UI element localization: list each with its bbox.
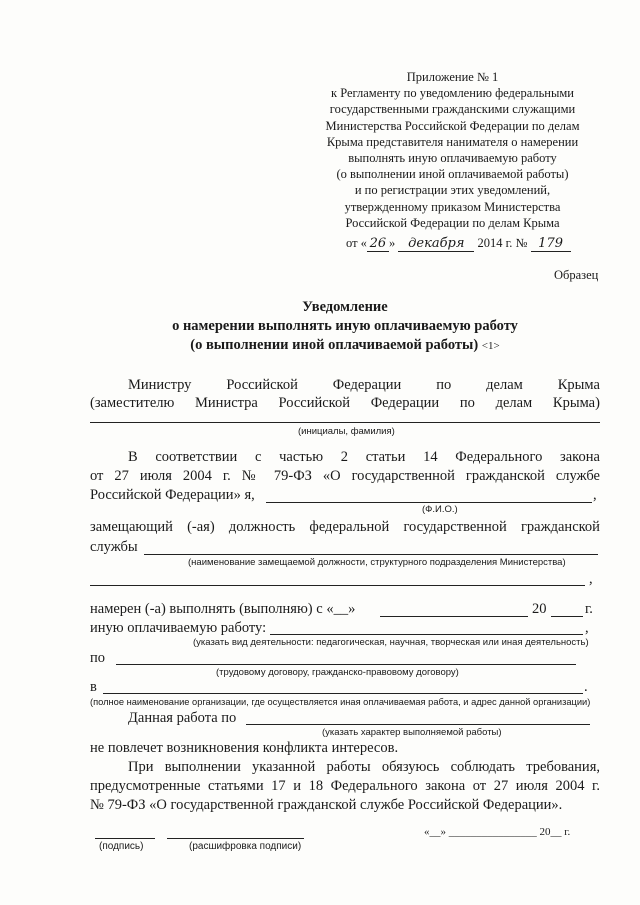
caption-work: (указать характер выполняемой работы)	[322, 727, 502, 738]
work-character-fill-line[interactable]	[246, 724, 590, 725]
contract-fill-line[interactable]	[116, 664, 576, 665]
para2-line-2: предусмотренные статьями 17 и 18 Федерального закона от 27 июля 2004 г.	[90, 778, 600, 794]
intent-line-1: намерен (-а) выполнять (выполняю) с «__»	[90, 601, 356, 617]
header-line: Российской Федерации по делам Крыма	[345, 215, 560, 230]
date-day: 26	[367, 236, 389, 252]
word: соответствии	[155, 449, 238, 465]
word: частью	[279, 449, 324, 465]
signature-decode-fill-line[interactable]	[167, 838, 304, 839]
header-block	[310, 69, 595, 231]
doc-subtitle-2	[90, 337, 600, 354]
caption-fio: (Ф.И.О.)	[422, 504, 458, 515]
word: Министру	[128, 377, 192, 393]
para1-line-1	[128, 449, 600, 466]
caption-signature-decode: (расшифровка подписи)	[189, 841, 302, 852]
para2-line-3: № 79-ФЗ «О государственной гражданской службе Российской Федерации».	[90, 797, 563, 813]
caption-contract: (трудовому договору, гражданско-правовому договору)	[216, 667, 459, 678]
addressee-fill-line[interactable]	[90, 422, 600, 423]
word: Крыма	[557, 377, 600, 393]
doc-subtitle-text: (о выполнении иной оплачиваемой работы)	[190, 337, 479, 353]
intent-line-2: иную оплачиваемую работу:	[90, 620, 267, 636]
comma: ,	[593, 487, 597, 503]
word: статьи	[365, 449, 406, 465]
word: закона	[560, 449, 600, 465]
word: Крыма)	[552, 395, 600, 411]
word: по	[436, 377, 452, 393]
sample-label: Образец	[554, 268, 599, 282]
word: гражданской	[520, 519, 600, 535]
date-prefix: от «	[346, 236, 367, 250]
doc-title: Уведомление	[302, 299, 388, 315]
word: 2	[340, 449, 348, 465]
para1-line-5: службы	[90, 539, 138, 555]
position-fill-line[interactable]	[144, 554, 598, 555]
word: Российской	[278, 395, 350, 411]
order-number: 179	[531, 236, 571, 252]
para1-line-3: Российской Федерации» я,	[90, 487, 255, 503]
year-suffix: г.	[585, 601, 593, 617]
signature-fill-line[interactable]	[95, 838, 155, 839]
addressee-line-2	[90, 395, 600, 412]
work-prefix: Данная работа по	[128, 710, 237, 726]
period: .	[584, 679, 588, 695]
work-fill-line[interactable]	[270, 634, 583, 635]
caption-signature: (подпись)	[99, 841, 144, 852]
para1-line-4	[90, 519, 600, 536]
header-line: Приложение № 1	[406, 70, 499, 84]
footnote-mark: <1>	[481, 340, 500, 352]
word: государственной	[403, 519, 507, 535]
caption-activity: (указать вид деятельности: педагогическая, научная, творческая или иная деятельность)	[193, 637, 589, 648]
fio-fill-line[interactable]	[266, 502, 592, 503]
date-year: 2014 г. №	[477, 236, 528, 250]
header-line: выполнять иную оплачиваемую работу	[348, 151, 557, 166]
word: делам	[495, 395, 533, 411]
caption-initials: (инициалы, фамилия)	[298, 426, 395, 437]
org-fill-line[interactable]	[103, 693, 583, 694]
no-conflict-text: не повлечет возникновения конфликта интересов.	[90, 740, 399, 756]
position-fill-line-2[interactable]	[90, 585, 585, 586]
word: Федерации	[332, 377, 402, 393]
header-line: государственными гражданскими служащими	[329, 102, 576, 117]
caption-position: (наименование замещаемой должности, структурного подразделения Министерства)	[188, 557, 566, 568]
header-line: утвержденному приказом Министерства	[344, 199, 561, 214]
word: В	[128, 449, 138, 465]
word: должность	[228, 519, 296, 535]
header-line: Министерства Российской Федерации по делам	[325, 118, 580, 133]
word: замещающий	[90, 519, 173, 535]
word: (заместителю	[90, 395, 175, 411]
addressee-line-1	[128, 377, 600, 394]
word: федеральной	[309, 519, 390, 535]
po-label: по	[90, 650, 106, 666]
doc-subtitle-1: о намерении выполнять иную оплачиваемую работу	[172, 318, 518, 334]
date-month: декабря	[398, 236, 474, 252]
year-fill-line[interactable]	[551, 616, 583, 617]
word: Российской	[226, 377, 298, 393]
header-line: (о выполнении иной оплачиваемой работы)	[336, 167, 569, 182]
word: Министра	[195, 395, 258, 411]
word: Федерации	[370, 395, 440, 411]
para1-line-2: от 27 июля 2004 г. № 79-ФЗ «О государственной гражданской службе	[90, 468, 600, 484]
word: (-ая)	[187, 519, 215, 535]
word: 14	[423, 449, 438, 465]
header-line: к Регламенту по уведомлению федеральными	[331, 86, 574, 101]
order-date-line	[346, 236, 571, 252]
year-prefix: 20	[532, 601, 547, 617]
comma: ,	[585, 620, 589, 636]
start-date-fill-line[interactable]	[380, 616, 528, 617]
v-label: в	[90, 679, 97, 695]
header-line: и по регистрации этих уведомлений,	[354, 183, 551, 198]
para2-line-1: При выполнении указанной работы обязуюсь соблюдать требования,	[128, 759, 600, 775]
word: по	[459, 395, 475, 411]
word: Федерального	[455, 449, 543, 465]
signature-date: «__» ________________ 20__ г.	[424, 826, 571, 838]
date-mid: »	[388, 236, 396, 250]
word: с	[254, 449, 262, 465]
header-line: Крыма представителя нанимателя о намерении	[326, 134, 579, 149]
comma: ,	[589, 571, 593, 587]
caption-organization: (полное наименование организации, где осуществляется иная оплачиваемая работа, и адрес данной организации)	[90, 697, 591, 707]
word: делам	[486, 377, 523, 393]
